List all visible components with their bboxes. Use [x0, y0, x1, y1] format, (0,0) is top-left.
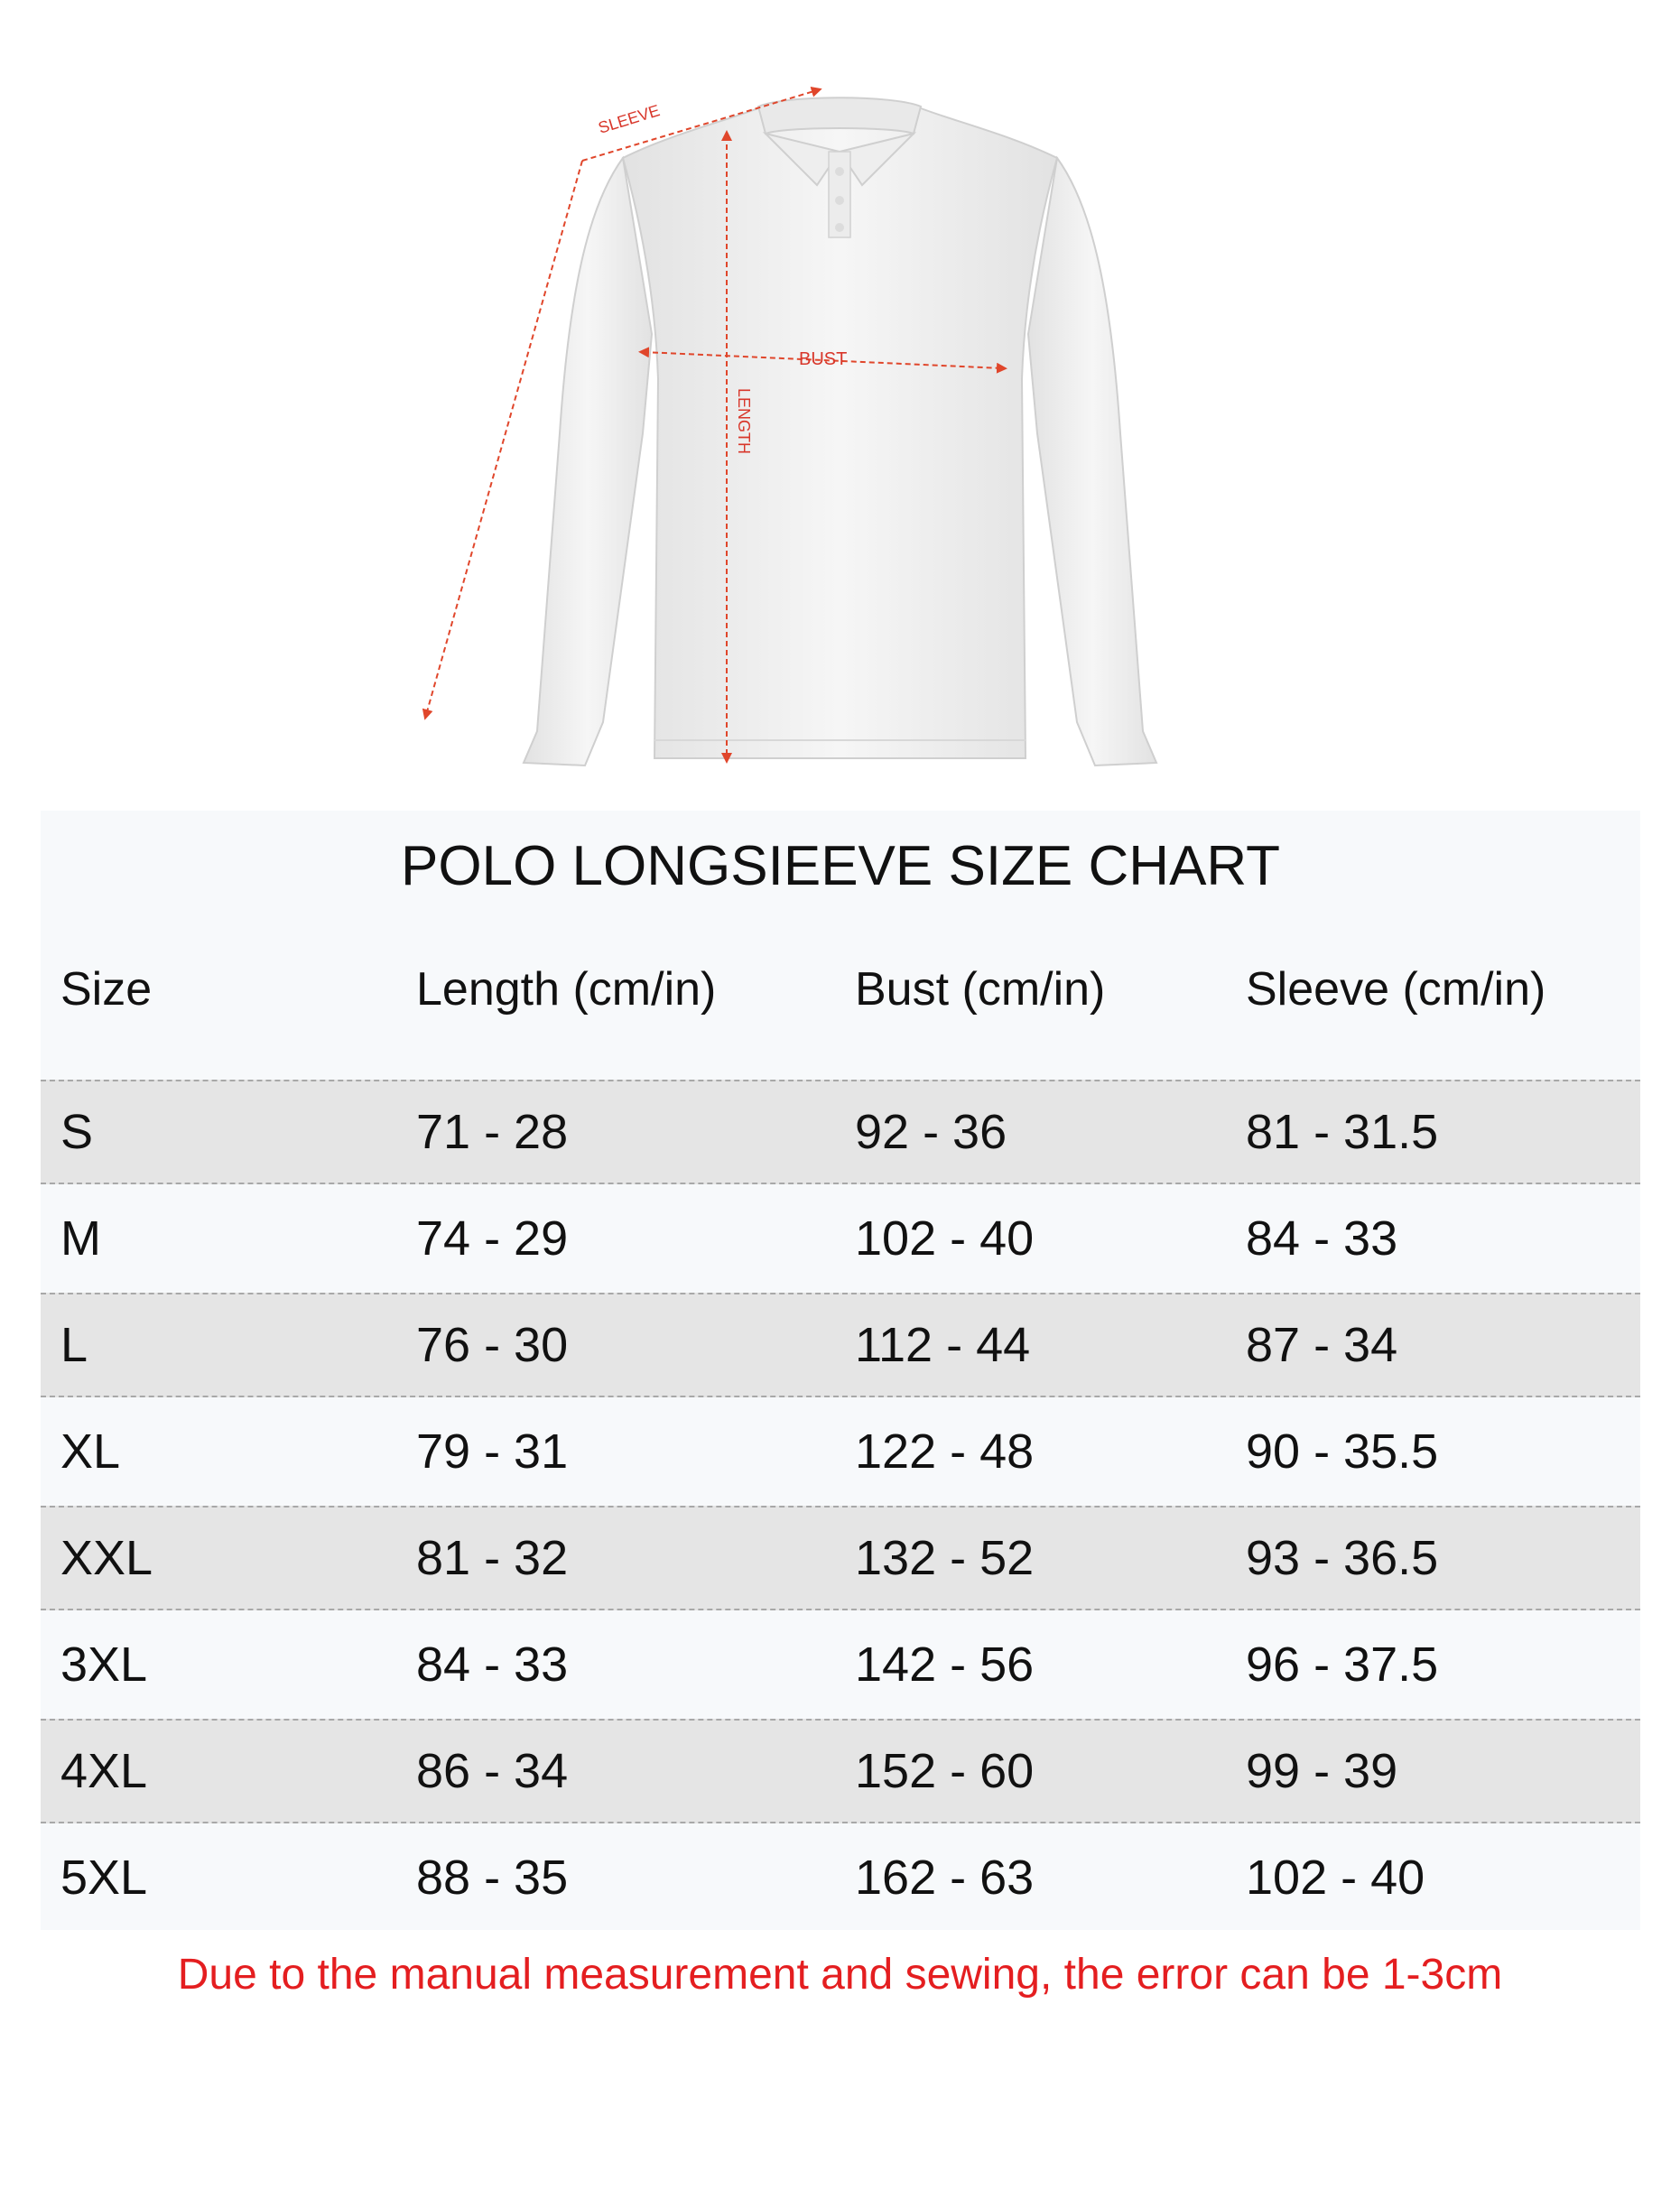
table-cell-col2: 142 - 56 — [855, 1637, 1035, 1692]
table-cell-col2: 122 - 48 — [855, 1424, 1035, 1479]
table-cell-col1: 71 - 28 — [416, 1105, 569, 1159]
size-chart-table — [41, 811, 1640, 1930]
table-cell-col0: XL — [60, 1424, 121, 1479]
length-label: LENGTH — [735, 388, 753, 455]
table-cell-col1: 84 - 33 — [416, 1637, 569, 1692]
table-cell-col3: 102 - 40 — [1246, 1851, 1425, 1905]
shirt-measurement-figure — [0, 0, 1680, 794]
sleeve-label: SLEEVE — [596, 101, 663, 137]
chart-title: POLO LONGSIEEVE SIZE CHART — [401, 835, 1280, 897]
polo-shirt-illustration — [0, 0, 1680, 794]
table-cell-col2: 162 - 63 — [855, 1851, 1035, 1905]
table-row — [41, 1080, 1640, 1184]
table-cell-col1: 81 - 32 — [416, 1531, 569, 1585]
table-cell-col1: 76 - 30 — [416, 1318, 569, 1372]
table-cell-col3: 96 - 37.5 — [1246, 1637, 1439, 1692]
table-cell-col2: 132 - 52 — [855, 1531, 1035, 1585]
measurement-note: Due to the manual measurement and sewing, the error can be 1-3cm — [177, 1951, 1503, 1999]
table-cell-col1: 88 - 35 — [416, 1851, 569, 1905]
table-row — [41, 1825, 1640, 1930]
table-cell-col2: 112 - 44 — [855, 1318, 1031, 1372]
left-sleeve — [524, 158, 652, 765]
right-sleeve — [1028, 158, 1156, 765]
column-header-3: Sleeve (cm/in) — [1246, 963, 1546, 1016]
column-header-0: Size — [60, 963, 153, 1016]
table-cell-col3: 81 - 31.5 — [1246, 1105, 1439, 1159]
table-cell-col3: 93 - 36.5 — [1246, 1531, 1439, 1585]
bust-label: BUST — [799, 349, 848, 369]
table-cell-col3: 99 - 39 — [1246, 1744, 1398, 1798]
table-cell-col3: 90 - 35.5 — [1246, 1424, 1439, 1479]
table-cell-col0: 3XL — [60, 1637, 148, 1692]
table-cell-col1: 79 - 31 — [416, 1424, 569, 1479]
table-row — [41, 1719, 1640, 1823]
shirt-collar — [758, 97, 921, 134]
table-row — [41, 1506, 1640, 1610]
table-header-row — [41, 937, 1640, 1042]
table-cell-col0: S — [60, 1105, 94, 1159]
column-header-1: Length (cm/in) — [416, 963, 717, 1016]
table-cell-col0: XXL — [60, 1531, 153, 1585]
table-cell-col2: 152 - 60 — [855, 1744, 1035, 1798]
table-cell-col0: M — [60, 1211, 101, 1266]
table-row — [41, 1399, 1640, 1504]
table-cell-col0: L — [60, 1318, 88, 1372]
table-cell-col1: 74 - 29 — [416, 1211, 569, 1266]
table-cell-col0: 5XL — [60, 1851, 148, 1905]
table-cell-col2: 102 - 40 — [855, 1211, 1035, 1266]
table-row — [41, 1293, 1640, 1397]
table-cell-col3: 84 - 33 — [1246, 1211, 1398, 1266]
table-row — [41, 1612, 1640, 1717]
table-cell-col2: 92 - 36 — [855, 1105, 1007, 1159]
table-cell-col1: 86 - 34 — [416, 1744, 569, 1798]
table-row — [41, 1186, 1640, 1291]
table-cell-col3: 87 - 34 — [1246, 1318, 1398, 1372]
column-header-2: Bust (cm/in) — [855, 963, 1106, 1016]
table-cell-col0: 4XL — [60, 1744, 148, 1798]
